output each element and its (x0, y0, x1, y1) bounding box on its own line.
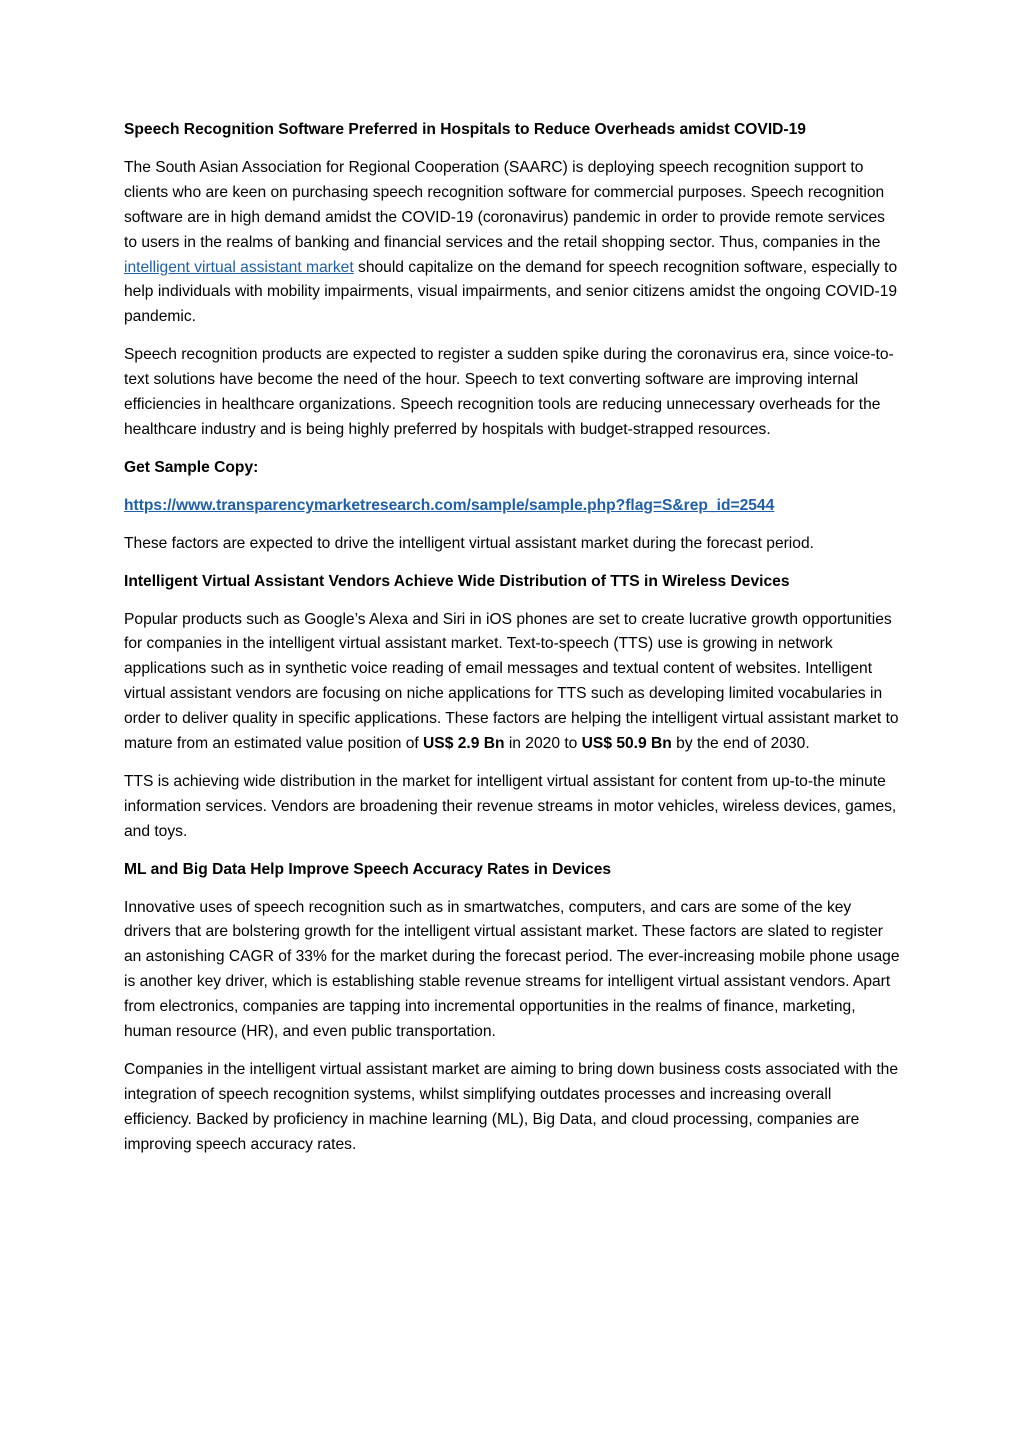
paragraph-tts-distribution: TTS is achieving wide distribution in the market for intelligent virtual assistant for content from up-to-the minute information services. Vendors are broadening their revenue streams in motor vehicles, wireless devices, games, and toys. (124, 772, 897, 840)
sample-copy-label: Get Sample Copy: (124, 458, 259, 476)
paragraph-popular-products-text-a: Popular products such as Google’s Alexa and Siri in iOS phones are set to create lucrative growth opportunities for companies in the intelligent virtual assistant market. Text-to-speech (TTS) use is growing in network applications such as in synthetic voice reading of email messages and textual content of websites. Intelligent virtual assistant vendors are focusing on niche applications for TTS such as developing limited vocabularies in order to deliver quality in specific applications. These factors are helping the intelligent virtual assistant market to mature from an estimated value position of (124, 610, 899, 753)
paragraph-innovative-uses: Innovative uses of speech recognition such as in smartwatches, computers, and cars are some of the key drivers that are bolstering growth for the intelligent virtual assistant market. These factors are slated to register an astonishing CAGR of 33% for the market during the forecast period. The ever-increasing mobile phone usage is another key driver, which is establishing stable revenue streams for intelligent virtual assistant vendors. Apart from electronics, companies are tapping into incremental opportunities in the realms of finance, marketing, human resource (HR), and even public transportation. (124, 898, 900, 1041)
paragraph-speech-products: Speech recognition products are expected to register a sudden spike during the coronavirus era, since voice-to-text solutions have become the need of the hour. Speech to text converting software are improving internal efficiencies in healthcare organizations. Speech recognition tools are reducing unnecessary overheads for the healthcare industry and is being highly preferred by hospitals with budget-strapped resources. (124, 346, 894, 438)
section-heading-ml-big-data: ML and Big Data Help Improve Speech Accuracy Rates in Devices (124, 860, 612, 878)
paragraph-popular-products-text-b: in 2020 to (504, 735, 582, 753)
sample-copy-link[interactable]: https://www.transparencymarketresearch.com/sample/sample.php?flag=S&rep_id=2544 (124, 496, 775, 514)
paragraph-saarc-text-after: should capitalize on the demand for speech recognition software, especially to help individuals with mobility impairments, visual impairments, and senior citizens amidst the ongoing COVID-19 pandemic. (124, 258, 898, 326)
document-page (124, 118, 902, 1171)
market-value-2030: US$ 50.9 Bn (581, 735, 672, 753)
paragraph-factors-drive: These factors are expected to drive the intelligent virtual assistant market during the forecast period. (124, 534, 814, 552)
paragraph-business-costs: Companies in the intelligent virtual assistant market are aiming to bring down business costs associated with the integration of speech recognition systems, whilst simplifying outdates processes and increasing overall efficiency. Backed by proficiency in machine learning (ML), Big Data, and cloud processing, companies are improving speech accuracy rates. (124, 1061, 899, 1153)
market-value-2020: US$ 2.9 Bn (423, 735, 505, 753)
paragraph-popular-products-text-c: by the end of 2030. (671, 735, 810, 753)
paragraph-saarc (124, 156, 902, 330)
paragraph-saarc-text-before: The South Asian Association for Regional Cooperation (SAARC) is deploying speech recognition support to clients who are keen on purchasing speech recognition software for commercial purposes. Speech recognition software are in high demand amidst the COVID-19 (coronavirus) pandemic in order to provide remote services to users in the realms of banking and financial services and the retail shopping sector. Thus, companies in the (124, 158, 885, 251)
paragraph-popular-products (124, 608, 902, 757)
section-heading-speech-recognition: Speech Recognition Software Preferred in Hospitals to Reduce Overheads amidst COVID-19 (124, 121, 806, 138)
sample-url-paragraph (124, 494, 902, 519)
intelligent-virtual-assistant-market-link[interactable]: intelligent virtual assistant market (124, 258, 354, 276)
section-heading-tts-distribution: Intelligent Virtual Assistant Vendors Achieve Wide Distribution of TTS in Wireless Devices (124, 572, 790, 590)
